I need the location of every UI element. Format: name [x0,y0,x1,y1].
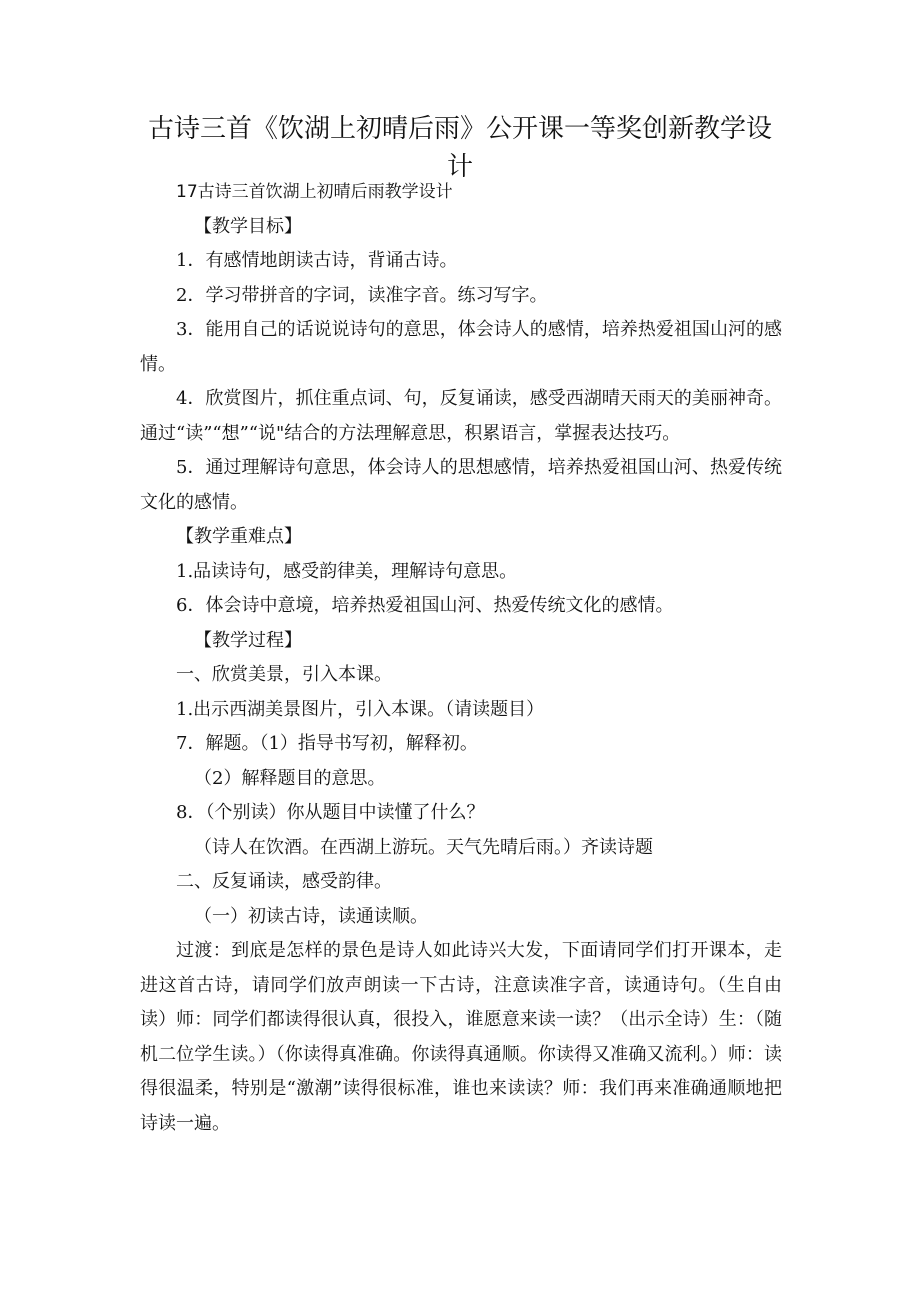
paragraph: 6．体会诗中意境，培养热爱祖国山河、热爱传统文化的感情。 [176,595,674,616]
section-heading-process: 【教学过程】 [194,629,302,651]
paragraph: 一、欣赏美景，引入本课。 [176,664,392,685]
section-heading-objectives: 【教学目标】 [194,215,302,237]
paragraph: 5．通过理解诗句意思，体会诗人的思想感情，培养热爱祖国山河、热爱传统文化的感情。 [140,457,782,513]
paragraph: 1.品读诗句，感受韵律美，理解诗句意思。 [176,560,518,582]
paragraph: （2）解释题目的意思。 [194,767,386,789]
paragraph: 2．学习带拼音的字词，读准字音。练习写字。 [176,284,548,306]
section-heading-key-points: 【教学重难点】 [176,526,302,547]
document-body [140,175,782,1141]
paragraph: 4．欣赏图片，抓住重点词、句，反复诵读，感受西湖晴天雨天的美丽神奇。通过“读”“想”“说"结合的方法理解意思，积累语言，掌握表达技巧。 [140,388,782,444]
document-title: 古诗三首《饮湖上初晴后雨》公开课一等奖创新教学设计 [147,114,772,182]
paragraph: 3．能用自己的话说说诗句的意思，体会诗人的感情，培养热爱祖国山河的感情。 [140,319,782,375]
paragraph: （一）初读古诗，读通读顺。 [194,905,428,927]
paragraph: 1．有感情地朗读古诗，背诵古诗。 [176,250,458,271]
paragraph: 二、反复诵读，感受韵律。 [176,871,392,892]
paragraph: 8．（个别读）你从题目中读懂了什么？ [176,802,485,823]
paragraph: 过渡：到底是怎样的景色是诗人如此诗兴大发，下面请同学们打开课本，走进这首古诗，请同学们放声朗读一下古诗，注意读准字音，读通诗句。（生自由读）师：同学们都读得很认真，很投入，谁愿意来读一读？（出示全诗）生：（随机二位学生读。）（你读得真准确。你读得真通顺。你读得又准确又流利。）师：读得很温柔，特别是“激潮”读得很标准，谁也来读读？师：我们再来准确通顺地把诗读一遍。 [140,940,782,1134]
paragraph: （诗人在饮酒。在西湖上游玩。天气先晴后雨。）齐读诗题 [194,836,653,858]
paragraph: 1.出示西湖美景图片，引入本课。（请读题目） [176,698,545,720]
paragraph: 7．解题。（1）指导书写初，解释初。 [176,733,478,754]
paragraph-subtitle: 17古诗三首饮湖上初晴后雨教学设计 [176,182,453,202]
